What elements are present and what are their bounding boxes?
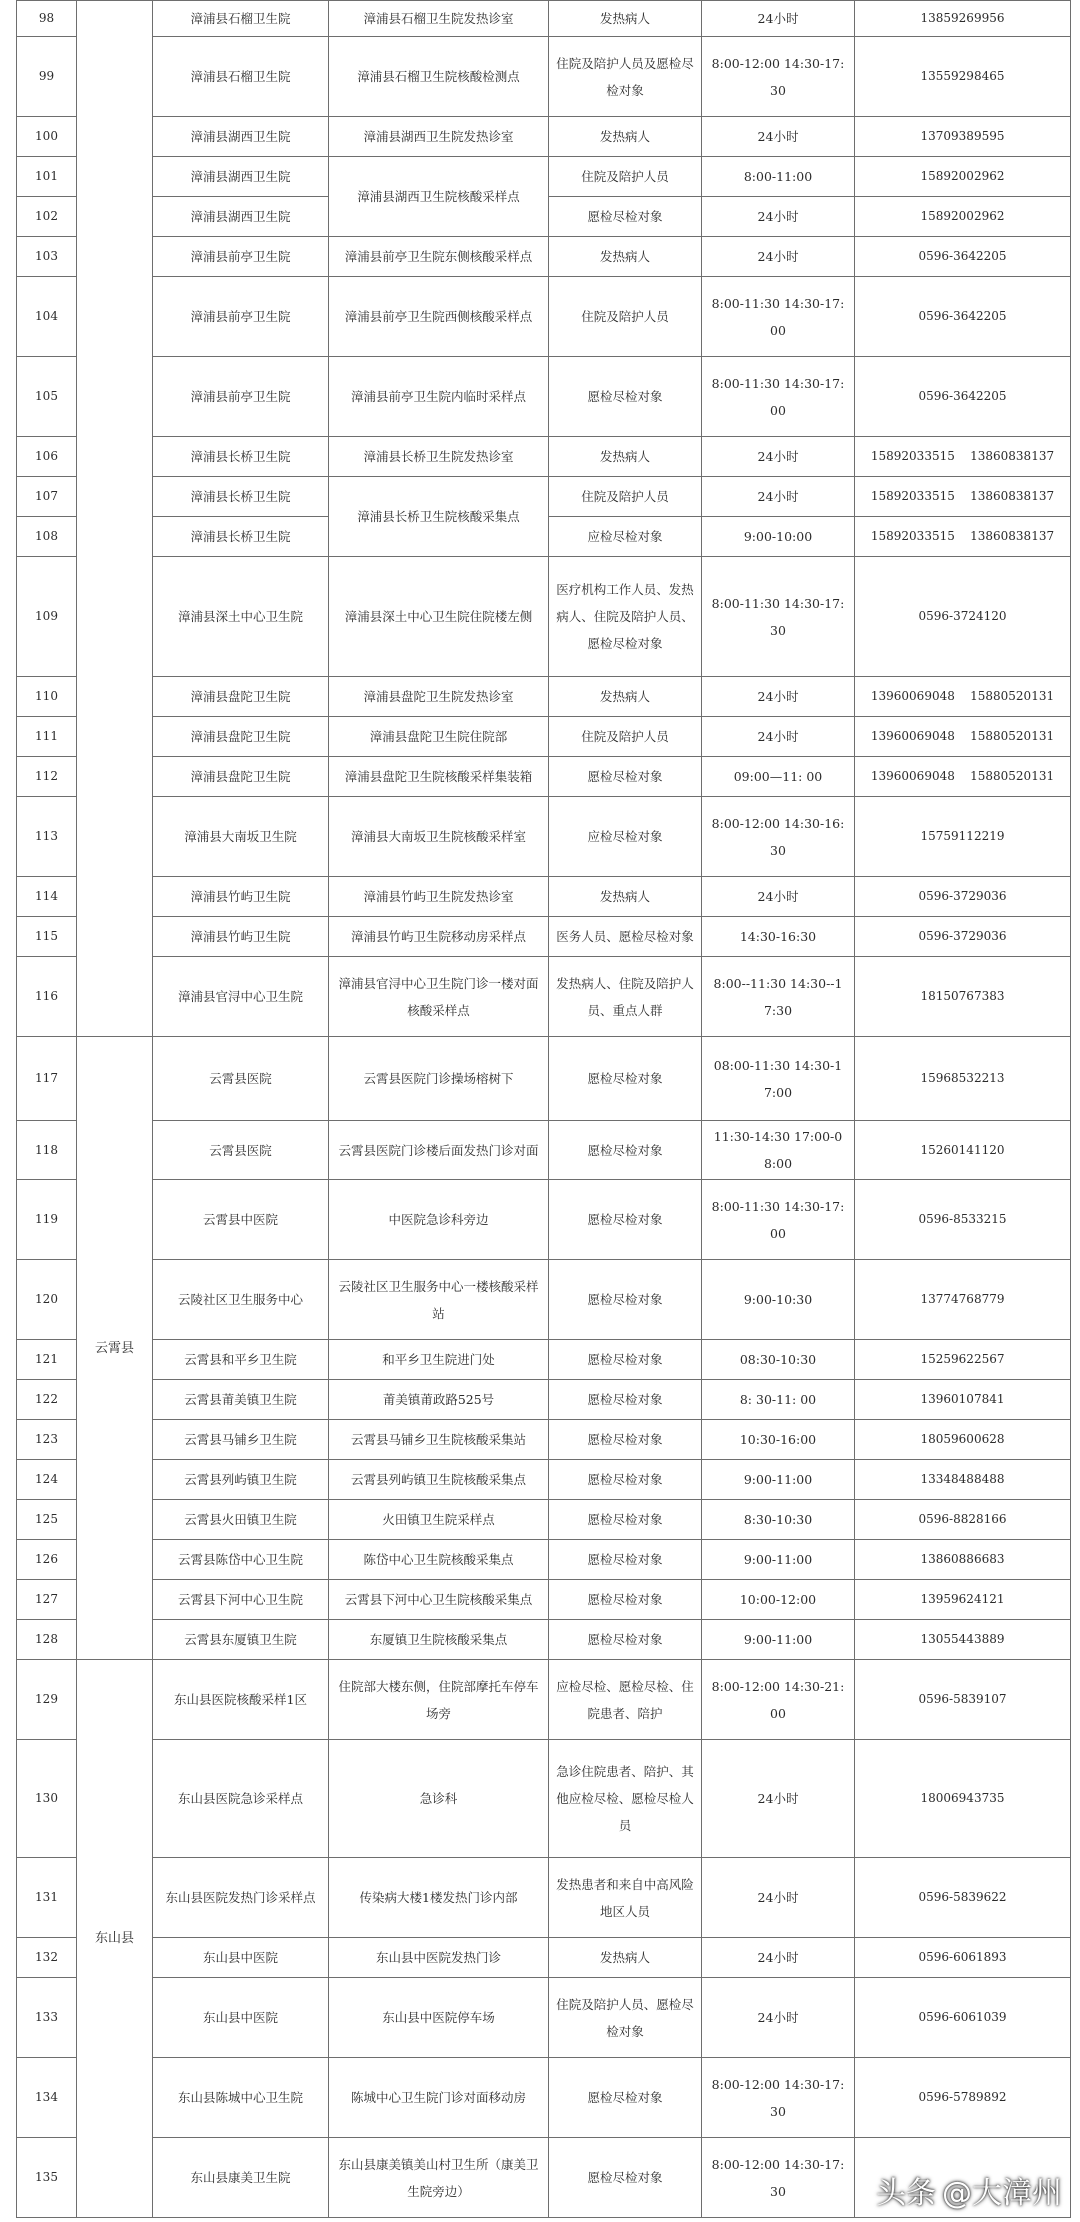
target-cell: 住院及陪护人员 [549, 477, 702, 517]
watermark-prefix: 头条 [876, 2176, 936, 2211]
row-number: 118 [17, 1121, 77, 1180]
phone-cell: 15968532213 [855, 1037, 1071, 1121]
target-cell: 愿检尽检对象 [549, 357, 702, 437]
target-cell: 愿检尽检对象 [549, 1260, 702, 1340]
target-cell: 愿检尽检对象 [549, 1580, 702, 1620]
row-number: 105 [17, 357, 77, 437]
phone-cell: 15892033515 13860838137 [855, 437, 1071, 477]
time-cell: 24小时 [702, 1740, 855, 1858]
table-row [17, 917, 1071, 957]
unit-cell: 漳浦县前亭卫生院 [153, 357, 329, 437]
phone-cell: 13709389595 [855, 117, 1071, 157]
phone-cell: 13348488488 [855, 1460, 1071, 1500]
target-cell: 发热患者和来自中高风险地区人员 [549, 1858, 702, 1938]
row-number: 125 [17, 1500, 77, 1540]
phone-cell: 13960069048 15880520131 [855, 757, 1071, 797]
table-row [17, 717, 1071, 757]
row-number: 116 [17, 957, 77, 1037]
row-number: 134 [17, 2058, 77, 2138]
time-cell: 14:30-16:30 [702, 917, 855, 957]
table-row [17, 1460, 1071, 1500]
phone-cell: 0596-3724120 [855, 557, 1071, 677]
time-cell: 24小时 [702, 1858, 855, 1938]
row-number: 106 [17, 437, 77, 477]
unit-cell: 漳浦县石榴卫生院 [153, 37, 329, 117]
time-cell: 24小时 [702, 1978, 855, 2058]
unit-cell: 漳浦县长桥卫生院 [153, 477, 329, 517]
target-cell: 发热病人 [549, 237, 702, 277]
row-number: 101 [17, 157, 77, 197]
unit-cell: 云霄县马铺乡卫生院 [153, 1420, 329, 1460]
phone-cell: 13960069048 15880520131 [855, 677, 1071, 717]
site-cell: 云陵社区卫生服务中心一楼核酸采样站 [329, 1260, 549, 1340]
time-cell: 8:00-11:30 14:30-17:00 [702, 357, 855, 437]
time-cell: 24小时 [702, 1938, 855, 1978]
phone-cell: 15260141120 [855, 1121, 1071, 1180]
site-cell: 云霄县医院门诊楼后面发热门诊对面 [329, 1121, 549, 1180]
unit-cell: 漳浦县长桥卫生院 [153, 517, 329, 557]
target-cell: 愿检尽检对象 [549, 1121, 702, 1180]
row-number: 130 [17, 1740, 77, 1858]
phone-cell: 15892002962 [855, 157, 1071, 197]
phone-cell: 0596-5839622 [855, 1858, 1071, 1938]
site-cell: 东山县中医院停车场 [329, 1978, 549, 2058]
table-row [17, 1660, 1071, 1740]
time-cell: 8:30-10:30 [702, 1500, 855, 1540]
site-cell: 漳浦县竹屿卫生院发热诊室 [329, 877, 549, 917]
unit-cell: 漳浦县大南坂卫生院 [153, 797, 329, 877]
phone-cell: 13960107841 [855, 1380, 1071, 1420]
unit-cell: 云霄县火田镇卫生院 [153, 1500, 329, 1540]
row-number: 110 [17, 677, 77, 717]
watermark-handle: @大漳州 [942, 2176, 1062, 2211]
row-number: 115 [17, 917, 77, 957]
target-cell: 发热病人 [549, 117, 702, 157]
unit-cell: 云陵社区卫生服务中心 [153, 1260, 329, 1340]
row-number: 113 [17, 797, 77, 877]
target-cell: 住院及陪护人员 [549, 157, 702, 197]
table-row [17, 1740, 1071, 1858]
time-cell: 24小时 [702, 437, 855, 477]
table-row [17, 277, 1071, 357]
unit-cell: 东山县康美卫生院 [153, 2138, 329, 2218]
site-cell: 急诊科 [329, 1740, 549, 1858]
unit-cell: 东山县医院核酸采样1区 [153, 1660, 329, 1740]
table-row [17, 157, 1071, 197]
time-cell: 8: 30-11: 00 [702, 1380, 855, 1420]
target-cell: 发热病人 [549, 677, 702, 717]
county-cell-yunxiao: 云霄县 [77, 1037, 153, 1660]
site-cell: 漳浦县长桥卫生院发热诊室 [329, 437, 549, 477]
phone-cell: 0596-3642205 [855, 357, 1071, 437]
time-cell: 8:00-11:30 14:30-17:00 [702, 1180, 855, 1260]
unit-cell: 云霄县医院 [153, 1037, 329, 1121]
time-cell: 08:30-10:30 [702, 1340, 855, 1380]
site-cell: 东山县中医院发热门诊 [329, 1938, 549, 1978]
row-number: 102 [17, 197, 77, 237]
unit-cell: 漳浦县湖西卫生院 [153, 117, 329, 157]
table-row [17, 477, 1071, 517]
row-number: 124 [17, 1460, 77, 1500]
site-cell: 漳浦县深土中心卫生院住院楼左侧 [329, 557, 549, 677]
table-row [17, 437, 1071, 477]
phone-cell: 0596-3642205 [855, 237, 1071, 277]
row-number: 104 [17, 277, 77, 357]
unit-cell: 漳浦县盘陀卫生院 [153, 717, 329, 757]
unit-cell: 东山县医院发热门诊采样点 [153, 1858, 329, 1938]
phone-cell: 15259622567 [855, 1340, 1071, 1380]
row-number: 135 [17, 2138, 77, 2218]
unit-cell: 云霄县莆美镇卫生院 [153, 1380, 329, 1420]
table-row [17, 37, 1071, 117]
unit-cell: 东山县陈城中心卫生院 [153, 2058, 329, 2138]
time-cell: 8:00-12:00 14:30-17:30 [702, 37, 855, 117]
row-number: 98 [17, 1, 77, 37]
unit-cell: 漳浦县竹屿卫生院 [153, 877, 329, 917]
table-row [17, 1938, 1071, 1978]
unit-cell: 云霄县和平乡卫生院 [153, 1340, 329, 1380]
time-cell: 24小时 [702, 237, 855, 277]
target-cell: 住院及陪护人员 [549, 717, 702, 757]
target-cell: 愿检尽检对象 [549, 1620, 702, 1660]
row-number: 123 [17, 1420, 77, 1460]
phone-cell: 0596-3729036 [855, 877, 1071, 917]
site-cell: 漳浦县竹屿卫生院移动房采样点 [329, 917, 549, 957]
phone-cell: 18059600628 [855, 1420, 1071, 1460]
site-cell: 莆美镇莆政路525号 [329, 1380, 549, 1420]
unit-cell: 漳浦县官浔中心卫生院 [153, 957, 329, 1037]
time-cell: 10:30-16:00 [702, 1420, 855, 1460]
table-row [17, 677, 1071, 717]
target-cell: 愿检尽检对象 [549, 1180, 702, 1260]
phone-cell: 0596-6061893 [855, 1938, 1071, 1978]
phone-cell: 13959624121 [855, 1580, 1071, 1620]
site-cell: 漳浦县前亭卫生院内临时采样点 [329, 357, 549, 437]
phone-cell: 13859269956 [855, 1, 1071, 37]
site-cell: 漳浦县湖西卫生院发热诊室 [329, 117, 549, 157]
county-cell-zhangpu [77, 1, 153, 1037]
row-number: 133 [17, 1978, 77, 2058]
phone-cell: 0596-3642205 [855, 277, 1071, 357]
phone-cell: 18150767383 [855, 957, 1071, 1037]
site-cell: 云霄县下河中心卫生院核酸采集点 [329, 1580, 549, 1620]
site-cell: 住院部大楼东侧，住院部摩托车停车场旁 [329, 1660, 549, 1740]
time-cell: 8:00-12:00 14:30-17:30 [702, 2138, 855, 2218]
row-number: 131 [17, 1858, 77, 1938]
time-cell: 9:00-11:00 [702, 1460, 855, 1500]
row-number: 109 [17, 557, 77, 677]
phone-cell: 13774768779 [855, 1260, 1071, 1340]
unit-cell: 漳浦县盘陀卫生院 [153, 757, 329, 797]
target-cell: 发热病人 [549, 437, 702, 477]
phone-cell: 0596-5839107 [855, 1660, 1071, 1740]
time-cell: 08:00-11:30 14:30-17:00 [702, 1037, 855, 1121]
table-row [17, 1037, 1071, 1121]
row-number: 126 [17, 1540, 77, 1580]
table-row [17, 557, 1071, 677]
table-row [17, 1340, 1071, 1380]
table-row [17, 2058, 1071, 2138]
unit-cell: 云霄县东厦镇卫生院 [153, 1620, 329, 1660]
table-row [17, 1260, 1071, 1340]
unit-cell: 漳浦县石榴卫生院 [153, 1, 329, 37]
site-cell: 云霄县医院门诊操场榕树下 [329, 1037, 549, 1121]
site-cell: 东厦镇卫生院核酸采集点 [329, 1620, 549, 1660]
row-number: 99 [17, 37, 77, 117]
unit-cell: 漳浦县长桥卫生院 [153, 437, 329, 477]
target-cell: 急诊住院患者、陪护、其他应检尽检、愿检尽检人员 [549, 1740, 702, 1858]
table-row [17, 1121, 1071, 1180]
site-cell: 东山县康美镇美山村卫生所（康美卫生院旁边） [329, 2138, 549, 2218]
table-row [17, 757, 1071, 797]
unit-cell: 东山县医院急诊采样点 [153, 1740, 329, 1858]
target-cell: 发热病人 [549, 1, 702, 37]
row-number: 129 [17, 1660, 77, 1740]
unit-cell: 漳浦县竹屿卫生院 [153, 917, 329, 957]
phone-cell: 13860886683 [855, 1540, 1071, 1580]
phone-cell: 13960069048 15880520131 [855, 717, 1071, 757]
time-cell: 24小时 [702, 677, 855, 717]
time-cell: 8:00-11:30 14:30-17:30 [702, 557, 855, 677]
target-cell: 愿检尽检对象 [549, 1500, 702, 1540]
time-cell: 24小时 [702, 117, 855, 157]
phone-cell: 15892002962 [855, 197, 1071, 237]
site-cell: 漳浦县石榴卫生院核酸检测点 [329, 37, 549, 117]
phone-cell: 13559298465 [855, 37, 1071, 117]
row-number: 100 [17, 117, 77, 157]
unit-cell: 漳浦县盘陀卫生院 [153, 677, 329, 717]
table-row [17, 1540, 1071, 1580]
phone-cell: 15892033515 13860838137 [855, 517, 1071, 557]
unit-cell: 云霄县陈岱中心卫生院 [153, 1540, 329, 1580]
table-row [17, 1978, 1071, 2058]
site-cell: 传染病大楼1楼发热门诊内部 [329, 1858, 549, 1938]
phone-cell: 0596-8828166 [855, 1500, 1071, 1540]
site-cell: 中医院急诊科旁边 [329, 1180, 549, 1260]
unit-cell: 漳浦县湖西卫生院 [153, 157, 329, 197]
site-cell: 漳浦县前亭卫生院西侧核酸采样点 [329, 277, 549, 357]
time-cell: 11:30-14:30 17:00-08:00 [702, 1121, 855, 1180]
table-row [17, 1620, 1071, 1660]
time-cell: 8:00--11:30 14:30--17:30 [702, 957, 855, 1037]
time-cell: 24小时 [702, 717, 855, 757]
phone-cell: 18006943735 [855, 1740, 1071, 1858]
table-row [17, 117, 1071, 157]
target-cell: 住院及陪护人员、愿检尽检对象 [549, 1978, 702, 2058]
row-number: 107 [17, 477, 77, 517]
unit-cell: 漳浦县前亭卫生院 [153, 237, 329, 277]
unit-cell: 云霄县列屿镇卫生院 [153, 1460, 329, 1500]
table-row [17, 1500, 1071, 1540]
time-cell: 9:00-10:30 [702, 1260, 855, 1340]
table-row [17, 1180, 1071, 1260]
county-cell-dongshan: 东山县 [77, 1660, 153, 2218]
row-number: 122 [17, 1380, 77, 1420]
target-cell: 发热病人、住院及陪护人员、重点人群 [549, 957, 702, 1037]
table-row [17, 877, 1071, 917]
time-cell: 8:00-11:00 [702, 157, 855, 197]
time-cell: 24小时 [702, 197, 855, 237]
table-row [17, 957, 1071, 1037]
site-cell: 漳浦县盘陀卫生院住院部 [329, 717, 549, 757]
row-number: 103 [17, 237, 77, 277]
phone-cell: 0596-3729036 [855, 917, 1071, 957]
target-cell: 愿检尽检对象 [549, 1420, 702, 1460]
time-cell: 8:00-11:30 14:30-17:00 [702, 277, 855, 357]
table-row [17, 1580, 1071, 1620]
target-cell: 发热病人 [549, 877, 702, 917]
site-cell: 漳浦县石榴卫生院发热诊室 [329, 1, 549, 37]
row-number: 127 [17, 1580, 77, 1620]
row-number: 114 [17, 877, 77, 917]
time-cell: 9:00-11:00 [702, 1620, 855, 1660]
toutiao-watermark [876, 2168, 1062, 2212]
phone-cell: 0596-6061039 [855, 1978, 1071, 2058]
site-cell: 云霄县列屿镇卫生院核酸采集点 [329, 1460, 549, 1500]
row-number: 128 [17, 1620, 77, 1660]
table-row [17, 1858, 1071, 1938]
row-number: 119 [17, 1180, 77, 1260]
target-cell: 愿检尽检对象 [549, 197, 702, 237]
target-cell: 愿检尽检对象 [549, 1380, 702, 1420]
table-row [17, 237, 1071, 277]
target-cell: 医疗机构工作人员、发热病人、住院及陪护人员、愿检尽检对象 [549, 557, 702, 677]
target-cell: 应检尽检对象 [549, 517, 702, 557]
site-cell: 漳浦县大南坂卫生院核酸采样室 [329, 797, 549, 877]
unit-cell: 漳浦县深土中心卫生院 [153, 557, 329, 677]
site-cell: 陈城中心卫生院门诊对面移动房 [329, 2058, 549, 2138]
target-cell: 愿检尽检对象 [549, 1540, 702, 1580]
time-cell: 24小时 [702, 877, 855, 917]
table-row [17, 1380, 1071, 1420]
site-cell: 漳浦县前亭卫生院东侧核酸采样点 [329, 237, 549, 277]
unit-cell: 云霄县下河中心卫生院 [153, 1580, 329, 1620]
phone-cell: 13055443889 [855, 1620, 1071, 1660]
target-cell: 住院及陪护人员及愿检尽检对象 [549, 37, 702, 117]
target-cell: 愿检尽检对象 [549, 1460, 702, 1500]
unit-cell: 东山县中医院 [153, 1978, 329, 2058]
site-cell: 漳浦县盘陀卫生院发热诊室 [329, 677, 549, 717]
time-cell: 09:00—11: 00 [702, 757, 855, 797]
unit-cell: 漳浦县湖西卫生院 [153, 197, 329, 237]
time-cell: 8:00-12:00 14:30-21:00 [702, 1660, 855, 1740]
phone-cell: 15892033515 13860838137 [855, 477, 1071, 517]
time-cell: 8:00-12:00 14:30-17:30 [702, 2058, 855, 2138]
row-number: 112 [17, 757, 77, 797]
row-number: 108 [17, 517, 77, 557]
phone-cell: 0596-8533215 [855, 1180, 1071, 1260]
site-cell: 和平乡卫生院进门处 [329, 1340, 549, 1380]
unit-cell: 漳浦县前亭卫生院 [153, 277, 329, 357]
table-row [17, 797, 1071, 877]
time-cell: 24小时 [702, 477, 855, 517]
target-cell: 愿检尽检对象 [549, 1340, 702, 1380]
row-number: 132 [17, 1938, 77, 1978]
site-cell: 漳浦县盘陀卫生院核酸采样集装箱 [329, 757, 549, 797]
sampling-site-table [16, 0, 1071, 2218]
unit-cell: 云霄县中医院 [153, 1180, 329, 1260]
table-row [17, 357, 1071, 437]
target-cell: 愿检尽检对象 [549, 1037, 702, 1121]
row-number: 121 [17, 1340, 77, 1380]
time-cell: 10:00-12:00 [702, 1580, 855, 1620]
site-cell: 火田镇卫生院采样点 [329, 1500, 549, 1540]
phone-cell: 15759112219 [855, 797, 1071, 877]
sampling-site-table-sheet [16, 0, 1070, 2218]
time-cell: 9:00-10:00 [702, 517, 855, 557]
time-cell: 24小时 [702, 1, 855, 37]
target-cell: 愿检尽检对象 [549, 757, 702, 797]
unit-cell: 东山县中医院 [153, 1938, 329, 1978]
row-number: 120 [17, 1260, 77, 1340]
target-cell: 应检尽检对象 [549, 797, 702, 877]
target-cell: 应检尽检、愿检尽检、住院患者、陪护 [549, 1660, 702, 1740]
time-cell: 9:00-11:00 [702, 1540, 855, 1580]
unit-cell: 云霄县医院 [153, 1121, 329, 1180]
site-cell: 云霄县马铺乡卫生院核酸采集站 [329, 1420, 549, 1460]
row-number: 111 [17, 717, 77, 757]
site-cell: 漳浦县湖西卫生院核酸采样点 [329, 157, 549, 237]
table-row [17, 1, 1071, 37]
target-cell: 住院及陪护人员 [549, 277, 702, 357]
site-cell: 漳浦县长桥卫生院核酸采集点 [329, 477, 549, 557]
site-cell: 陈岱中心卫生院核酸采集点 [329, 1540, 549, 1580]
target-cell: 愿检尽检对象 [549, 2138, 702, 2218]
row-number: 117 [17, 1037, 77, 1121]
target-cell: 医务人员、愿检尽检对象 [549, 917, 702, 957]
target-cell: 愿检尽检对象 [549, 2058, 702, 2138]
site-cell: 漳浦县官浔中心卫生院门诊一楼对面核酸采样点 [329, 957, 549, 1037]
phone-cell: 0596-5789892 [855, 2058, 1071, 2138]
target-cell: 发热病人 [549, 1938, 702, 1978]
table-row [17, 1420, 1071, 1460]
time-cell: 8:00-12:00 14:30-16:30 [702, 797, 855, 877]
